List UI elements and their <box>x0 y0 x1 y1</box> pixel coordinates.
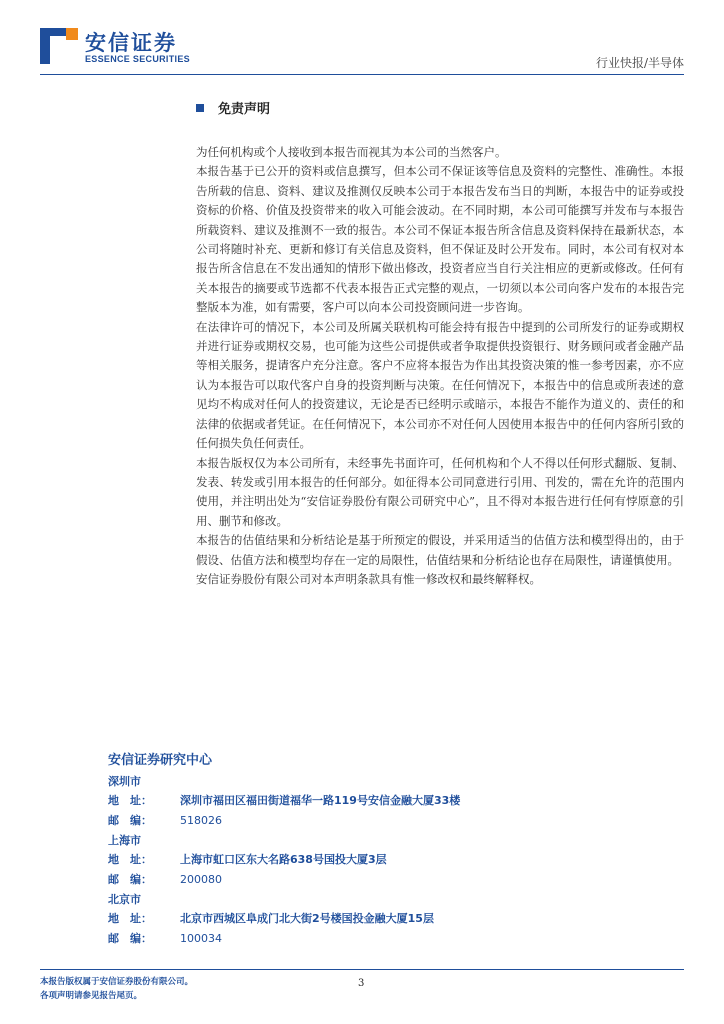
research-center-title: 安信证券研究中心 <box>108 753 213 768</box>
office-postcode-row <box>108 811 684 831</box>
disclaimer-paragraph: 在法律许可的情况下，本公司及所属关联机构可能会持有报告中提到的公司所发行的证券或期权并进行证券或期权交易，也可能为这些公司提供或者争取提供投资银行、财务顾问或者金融产品等相关服务，提请客户充分注意。客户不应将本报告为作出其投资决策的惟一参考因素，亦不应认为本报告可以取代客户自身的投资判断与决策。在任何情况下，本报告中的信息或所表述的意见均不构成对任何人的投资建议，无论是否已经明示或暗示，本报告不能作为道义的、责任的和法律的依据或者凭证。在任何情况下，本公司亦不对任何人因使用本报告中的任何内容所引致的任何损失负任何责任。 <box>196 319 684 451</box>
disclaimer-paragraph: 本报告的估值结果和分析结论是基于所预定的假设，并采用适当的估值方法和模型得出的，由于假设、估值方法和模型均存在一定的局限性，估值结果和分析结论也存在局限性，请谨慎使用。 <box>196 533 684 567</box>
office-postcode: 200080 <box>180 873 222 886</box>
office-postcode: 518026 <box>180 814 222 827</box>
postcode-label: 邮 编： <box>108 873 152 886</box>
address-label: 地 址： <box>108 794 152 807</box>
office-address-row <box>108 850 684 870</box>
header-divider <box>40 74 684 75</box>
section-title-text: 免责声明 <box>218 102 271 117</box>
office-address-row <box>108 791 684 811</box>
page-number: 3 <box>358 978 365 989</box>
disclaimer-paragraph: 为任何机构或个人接收到本报告而视其为本公司的当然客户。 <box>196 145 507 159</box>
office-city: 上海市 <box>108 834 141 847</box>
disclaimer-paragraph: 本报告基于已公开的资料或信息撰写，但本公司不保证该等信息及资料的完整性、准确性。本报告所载的信息、资料、建议及推测仅反映本公司于本报告发布当日的判断，本报告中的证券或投资标的价格、价值及投资带来的收入可能会波动。在不同时期，本公司可能撰写并发布与本报告所载资料、建议及推测不一致的报告。本公司不保证本报告所含信息及资料保持在最新状态，本公司将随时补充、更新和修订有关信息及资料，但不保证及时公开发布。同时，本公司有权对本报告所含信息在不发出通知的情形下做出修改，投资者应当自行关注相应的更新或修改。任何有关本报告的摘要或节选都不代表本报告正式完整的观点，一切须以本公司向客户发布的本报告完整版本为准，如有需要，客户可以向本公司投资顾问进一步咨询。 <box>196 164 684 315</box>
office-address: 北京市西城区阜成门北大街2号楼国投金融大厦15层 <box>180 912 434 925</box>
page-header <box>0 0 724 80</box>
disclaimer-paragraph: 本报告版权仅为本公司所有，未经事先书面许可，任何机构和个人不得以任何形式翻版、复制、发表、转发或引用本报告的任何部分。如征得本公司同意进行引用、刊发的，需在允许的范围内使用，并注明出处为“安信证券股份有限公司研究中心”，且不得对本报告进行任何有悖原意的引用、删节和修改。 <box>196 455 684 528</box>
footer-notes <box>40 975 193 1003</box>
footer-divider <box>40 969 684 970</box>
office-address: 上海市虹口区东大名路638号国投大厦3层 <box>180 853 387 866</box>
office-city: 深圳市 <box>108 775 141 788</box>
report-type: 行业快报/半导体 <box>595 56 684 70</box>
copyright-note: 本报告版权属于安信证券股份有限公司。 <box>40 977 194 987</box>
office-postcode: 100034 <box>180 932 222 945</box>
office-postcode-row <box>108 870 684 890</box>
disclaimer-paragraph: 安信证券股份有限公司对本声明条款具有惟一修改权和最终解释权。 <box>196 571 541 586</box>
postcode-label: 邮 编： <box>108 814 152 827</box>
office-city: 北京市 <box>108 893 141 906</box>
disclaimer-body <box>196 143 684 589</box>
section-title <box>196 98 270 117</box>
office-address: 深圳市福田区福田街道福华一路119号安信金融大厦33楼 <box>180 794 461 807</box>
contact-info <box>108 752 684 949</box>
address-label: 地 址： <box>108 853 152 866</box>
postcode-label: 邮 编： <box>108 932 152 945</box>
office-postcode-row <box>108 929 684 949</box>
square-bullet-icon <box>196 104 204 112</box>
brand-name-cn: 安信证券 <box>85 31 177 55</box>
address-label: 地 址： <box>108 912 152 925</box>
disclaimer-note: 各项声明请参见报告尾页。 <box>40 991 143 1001</box>
office-address-row <box>108 909 684 929</box>
company-logo-icon <box>40 28 78 64</box>
brand-name-en: ESSENCE SECURITIES <box>85 54 190 64</box>
